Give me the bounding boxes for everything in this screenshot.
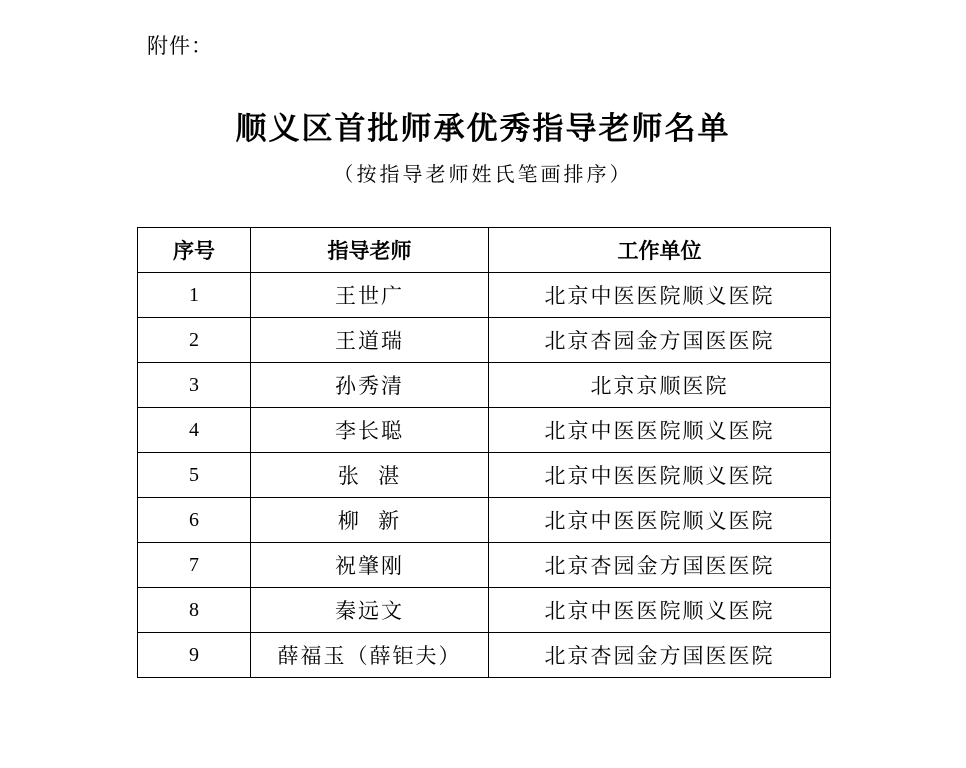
table-row	[138, 408, 831, 453]
table-row	[138, 498, 831, 543]
row-unit: 北京中医医院顺义医院	[489, 408, 831, 453]
table-row	[138, 318, 831, 363]
row-teacher: 王道瑞	[251, 318, 489, 363]
row-unit: 北京杏园金方国医医院	[489, 543, 831, 588]
table-row	[138, 363, 831, 408]
row-seq: 7	[138, 543, 251, 588]
table-row	[138, 453, 831, 498]
row-unit: 北京京顺医院	[489, 363, 831, 408]
header-seq: 序号	[138, 228, 251, 273]
table-row	[138, 273, 831, 318]
row-unit: 北京中医医院顺义医院	[489, 273, 831, 318]
row-seq: 8	[138, 588, 251, 633]
row-seq: 1	[138, 273, 251, 318]
row-seq: 6	[138, 498, 251, 543]
row-seq: 9	[138, 633, 251, 678]
row-seq: 5	[138, 453, 251, 498]
table-row	[138, 543, 831, 588]
row-teacher: 张 湛	[251, 453, 489, 498]
teacher-roster-table	[137, 227, 831, 678]
header-teacher: 指导老师	[251, 228, 489, 273]
table-header-row	[138, 228, 831, 273]
row-teacher: 孙秀清	[251, 363, 489, 408]
table-row	[138, 633, 831, 678]
row-seq: 3	[138, 363, 251, 408]
row-teacher: 柳 新	[251, 498, 489, 543]
row-unit: 北京中医医院顺义医院	[489, 453, 831, 498]
row-teacher: 祝肇刚	[251, 543, 489, 588]
row-teacher: 王世广	[251, 273, 489, 318]
row-teacher: 秦远文	[251, 588, 489, 633]
document-subtitle: （按指导老师姓氏笔画排序）	[333, 162, 633, 186]
row-teacher: 李长聪	[251, 408, 489, 453]
table-row	[138, 588, 831, 633]
header-unit: 工作单位	[489, 228, 831, 273]
row-unit: 北京杏园金方国医医院	[489, 318, 831, 363]
document-title: 顺义区首批师承优秀指导老师名单	[235, 111, 731, 147]
row-teacher: 薛福玉（薛钜夫）	[251, 633, 489, 678]
row-seq: 4	[138, 408, 251, 453]
row-unit: 北京中医医院顺义医院	[489, 498, 831, 543]
row-seq: 2	[138, 318, 251, 363]
attachment-label: 附件：	[147, 34, 213, 58]
row-unit: 北京中医医院顺义医院	[489, 588, 831, 633]
row-unit: 北京杏园金方国医医院	[489, 633, 831, 678]
